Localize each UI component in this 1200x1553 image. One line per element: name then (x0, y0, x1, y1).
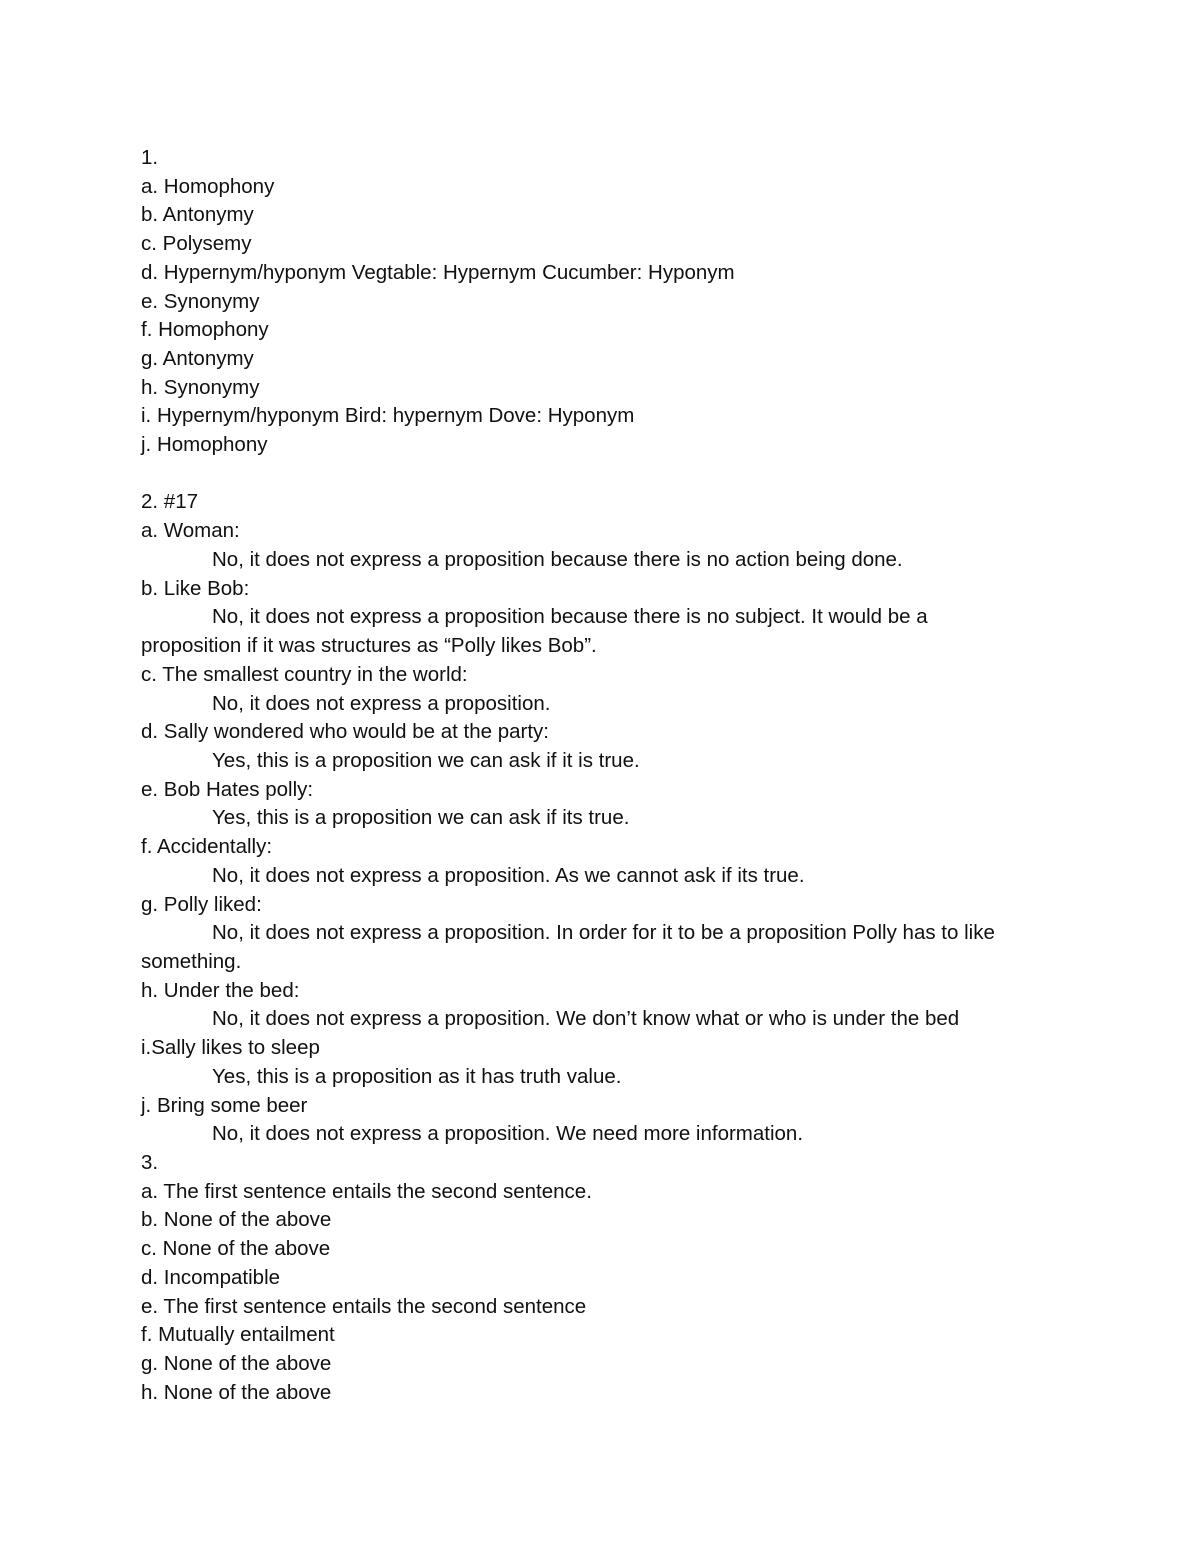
section-1-item-e: e. Synonymy (141, 290, 260, 313)
section-2-item-j-answer: No, it does not express a proposition. We need more information. (212, 1122, 804, 1145)
section-2-item-g-answer-continued: something. (141, 950, 242, 973)
section-2-item-a-label: a. Woman: (141, 519, 240, 542)
section-2-item-a-answer: No, it does not express a proposition because there is no action being done. (212, 548, 903, 571)
section-3-item-h: h. None of the above (141, 1381, 332, 1404)
section-2-heading: 2. #17 (141, 490, 198, 513)
section-2-item-j-label: j. Bring some beer (141, 1094, 308, 1117)
section-2-item-d-answer: Yes, this is a proposition we can ask if it is true. (212, 749, 640, 772)
section-2-item-g-label: g. Polly liked: (141, 893, 262, 916)
section-2-item-i-answer: Yes, this is a proposition as it has truth value. (212, 1065, 622, 1088)
section-3-item-b: b. None of the above (141, 1208, 332, 1231)
section-2-item-d-label: d. Sally wondered who would be at the party: (141, 720, 549, 743)
section-1-item-g: g. Antonymy (141, 347, 254, 370)
section-1-item-j: j. Homophony (141, 433, 268, 456)
section-3-item-c: c. None of the above (141, 1237, 331, 1260)
section-1-item-b: b. Antonymy (141, 203, 254, 226)
section-1-heading: 1. (141, 146, 159, 169)
section-3-item-g: g. None of the above (141, 1352, 332, 1375)
section-2-item-c-answer: No, it does not express a proposition. (212, 692, 551, 715)
section-3-item-a: a. The first sentence entails the second sentence. (141, 1180, 592, 1203)
section-1-item-c: c. Polysemy (141, 232, 252, 255)
section-2-item-h-answer: No, it does not express a proposition. We don’t know what or who is under the bed (212, 1007, 960, 1030)
section-1-item-i: i. Hypernym/hyponym Bird: hypernym Dove: Hyponym (141, 404, 635, 427)
section-3-item-f: f. Mutually entailment (141, 1323, 335, 1346)
section-2-item-h-label: h. Under the bed: (141, 979, 300, 1002)
section-2-item-e-label: e. Bob Hates polly: (141, 778, 314, 801)
section-2-item-e-answer: Yes, this is a proposition we can ask if its true. (212, 806, 630, 829)
section-2-item-g-answer: No, it does not express a proposition. In order for it to be a proposition Polly has to like (212, 921, 995, 944)
section-1-item-d: d. Hypernym/hyponym Vegtable: Hypernym Cucumber: Hyponym (141, 261, 735, 284)
section-1-item-a: a. Homophony (141, 175, 275, 198)
section-3-heading: 3. (141, 1151, 159, 1174)
section-1-item-h: h. Synonymy (141, 376, 260, 399)
section-2-item-b-answer: No, it does not express a proposition because there is no subject. It would be a (212, 605, 928, 628)
section-3-item-e: e. The first sentence entails the second sentence (141, 1295, 587, 1318)
section-2-item-i-label: i.Sally likes to sleep (141, 1036, 320, 1059)
section-2-item-b-answer-continued: proposition if it was structures as “Polly likes Bob”. (141, 634, 597, 657)
section-2-item-c-label: c. The smallest country in the world: (141, 663, 468, 686)
section-2-item-f-answer: No, it does not express a proposition. As we cannot ask if its true. (212, 864, 805, 887)
section-2-item-f-label: f. Accidentally: (141, 835, 273, 858)
section-1-item-f: f. Homophony (141, 318, 269, 341)
section-3-item-d: d. Incompatible (141, 1266, 281, 1289)
section-2-item-b-label: b. Like Bob: (141, 577, 250, 600)
